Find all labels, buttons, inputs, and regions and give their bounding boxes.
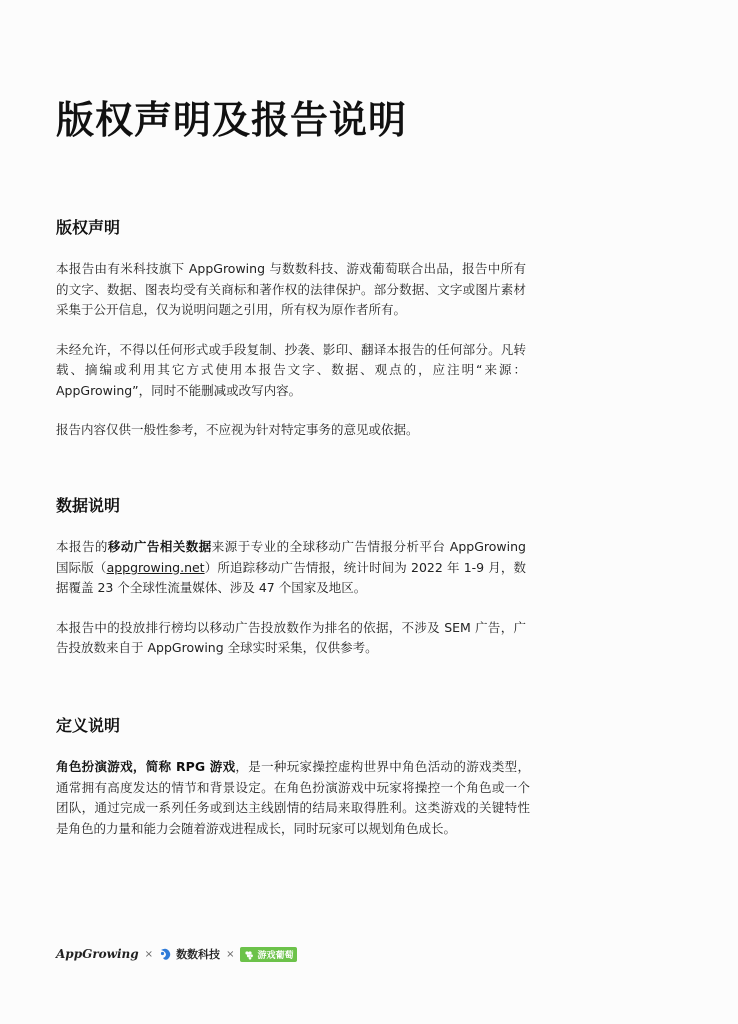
copyright-heading: 版权声明 [56, 218, 121, 237]
page-title: 版权声明及报告说明 [56, 98, 408, 142]
appgrowing-logo: AppGrowing [56, 947, 139, 961]
copyright-paragraph-2: 未经允许，不得以任何形式或手段复制、抄袭、影印、翻译本报告的任何部分。凡转载、摘编或利用其它方式使用本报告文字、数据、观点的，应注明“来源：AppGrowing”，同时不能删减或改写内容。 [56, 341, 526, 398]
shushu-mark-icon [159, 947, 173, 961]
youxiputao-logo [240, 947, 297, 962]
definition-term: 角色扮演游戏，简称 RPG 游戏 [56, 759, 236, 775]
data-note-p1-suffix: ）所追踪移动广告情报，统计时间为 2022 年 1-9 月，数据覆盖 23 个全球性流量媒体、涉及 47 个国家及地区。 [56, 559, 526, 596]
logo-separator-2: × [226, 948, 235, 960]
grape-icon [244, 949, 255, 960]
data-note-section [56, 496, 526, 678]
youxiputao-logo-text: 游戏葡萄 [257, 950, 294, 961]
data-note-p1-mid: 来源于专业的全球移动广告情报分析平台 AppGrowing 国际版（ [56, 539, 526, 575]
definition-section [56, 716, 530, 858]
definition-text: ，是一种玩家操控虚构世界中角色活动的游戏类型，通常拥有高度发达的情节和背景设定。在角色扮演游戏中玩家将操控一个角色或一个团队，通过完成一系列任务或到达主线剧情的结局来取得胜利。这类游戏的关键特性是角色的力量和能力会随着游戏进程成长，同时玩家可以规划角色成长。 [56, 759, 530, 836]
definition-heading: 定义说明 [56, 716, 121, 735]
shushu-logo [159, 946, 220, 962]
data-note-p1-bold: 移动广告相关数据 [107, 539, 212, 555]
copyright-paragraph-1: 本报告由有米科技旗下 AppGrowing 与数数科技、游戏葡萄联合出品，报告中所有的文字、数据、图表均受有关商标和著作权的法律保护。部分数据、文字或图片素材采集于公开信息，仅为说明问题之引用，所有权为原作者所有。 [56, 261, 526, 318]
shushu-logo-text: 数数科技 [176, 948, 221, 961]
logo-separator: × [144, 948, 154, 960]
copyright-section [56, 218, 526, 460]
appgrowing-link[interactable]: appgrowing.net [106, 559, 205, 575]
data-note-paragraph-2: 本报告中的投放排行榜均以移动广告投放数作为排名的依据，不涉及 SEM 广告，广告投放数来自于 AppGrowing 全球实时采集，仅供参考。 [56, 619, 526, 656]
data-note-paragraph-1 [56, 537, 526, 599]
definition-paragraph [56, 757, 530, 839]
footer-logos [56, 946, 297, 962]
data-note-heading: 数据说明 [56, 496, 121, 515]
copyright-paragraph-3: 报告内容仅供一般性参考，不应视为针对特定事务的意见或依据。 [56, 422, 419, 438]
data-note-p1-prefix: 本报告的 [56, 539, 108, 555]
